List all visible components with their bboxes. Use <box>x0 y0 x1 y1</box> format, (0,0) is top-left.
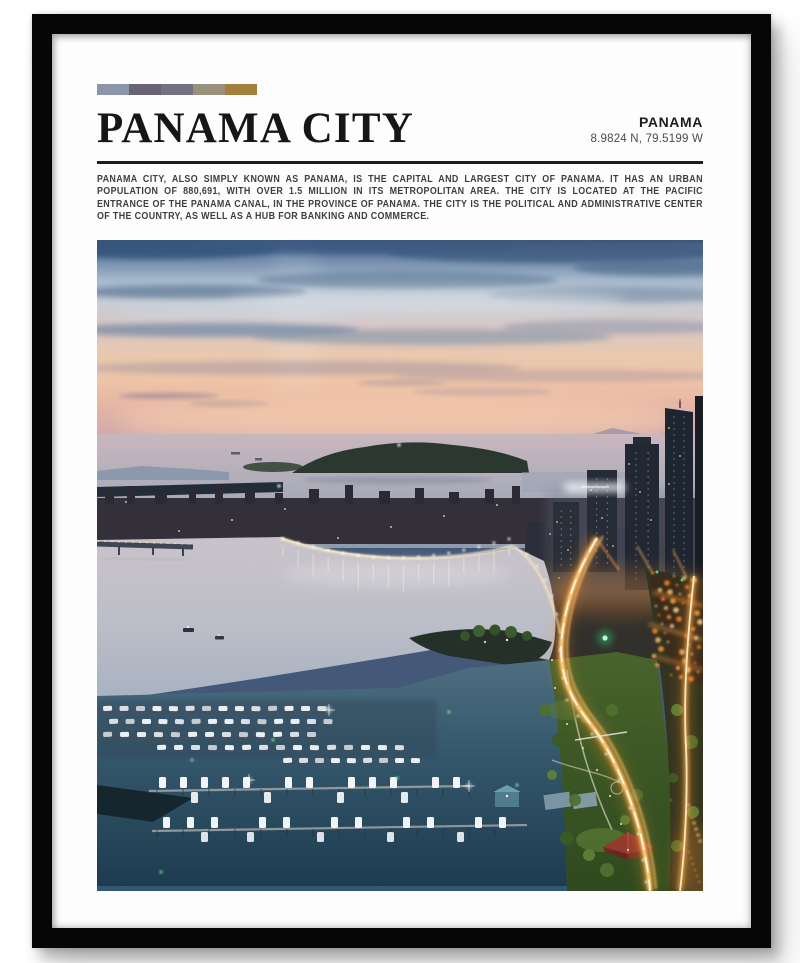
poster-mat <box>52 34 751 928</box>
palette-swatch <box>161 84 193 95</box>
palette-swatch <box>97 84 129 95</box>
poster-description: PANAMA CITY, ALSO SIMPLY KNOWN AS PANAMA, IS THE CAPITAL AND LARGEST CITY OF PANAMA. IT HAS AN URBAN POPULATION OF 880,691, WITH OVER 1.5 MILLION IN ITS METROPOLITAN AREA. THE CITY IS LOCATED AT THE PACIFIC ENTRANCE OF THE PANAMA CANAL, IN THE PROVINCE OF PANAMA. THE CITY IS THE POLITICAL AND ADMINISTRATIVE CENTER OF THE COUNTRY, AS WELL AS A HUB FOR BANKING AND COMMERCE. <box>97 174 703 223</box>
palette-swatch <box>225 84 257 95</box>
poster-content <box>97 84 703 891</box>
poster-header <box>97 107 703 151</box>
location-block <box>591 107 703 145</box>
palette-swatch <box>193 84 225 95</box>
country-label: PANAMA <box>638 114 703 130</box>
marina <box>97 660 567 891</box>
palette-swatch <box>129 84 161 95</box>
color-palette <box>97 84 257 95</box>
poster-photo <box>97 240 703 891</box>
coordinates-label: 8.9824 N, 79.5199 W <box>590 133 703 145</box>
poster-title: PANAMA CITY <box>97 105 414 152</box>
divider-rule <box>97 161 703 164</box>
poster-frame <box>32 14 771 948</box>
